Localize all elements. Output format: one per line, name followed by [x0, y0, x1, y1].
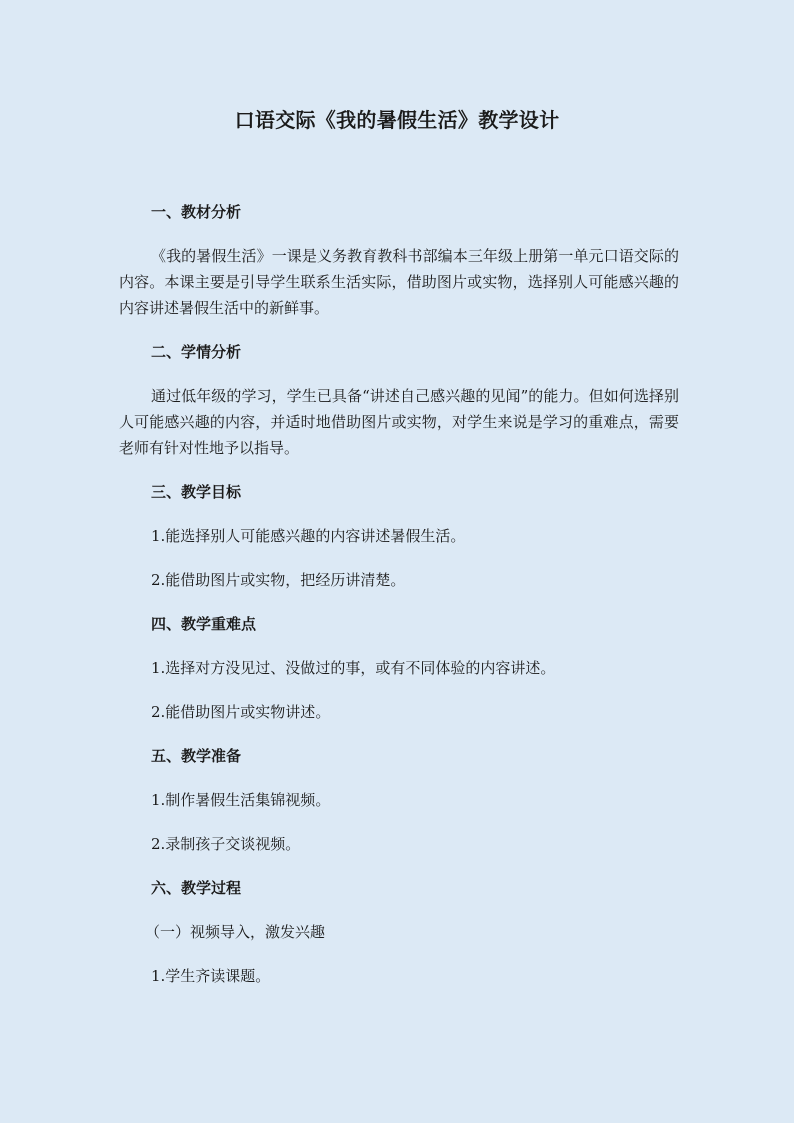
list-item: 2.能借助图片或实物，把经历讲清楚。 [151, 571, 406, 589]
paragraph-textbook-analysis: 《我的暑假生活》一课是义务教育教科书部编本三年级上册第一单元口语交际的内容。本课主要是引导学生联系生活实际，借助图片或实物，选择别人可能感兴趣的内容讲述暑假生活中的新鲜事。 [119, 247, 679, 317]
section-heading-student-analysis: 二、学情分析 [151, 343, 242, 361]
section-heading-preparation: 五、教学准备 [151, 747, 242, 765]
list-item: 1.能选择别人可能感兴趣的内容讲述暑假生活。 [151, 527, 466, 545]
list-item: 2.能借助图片或实物讲述。 [151, 703, 331, 721]
list-item: 1.选择对方没见过、没做过的事，或有不同体验的内容讲述。 [151, 659, 556, 677]
section-heading-teaching-process: 六、教学过程 [151, 879, 242, 897]
subsection-heading: （一）视频导入，激发兴趣 [145, 923, 326, 941]
section-heading-teaching-goals: 三、教学目标 [151, 483, 242, 501]
document-body [119, 199, 679, 1007]
list-item: 2.录制孩子交谈视频。 [151, 835, 301, 853]
section-heading-textbook-analysis: 一、教材分析 [151, 203, 242, 221]
list-item: 1.学生齐读课题。 [151, 967, 271, 985]
section-heading-key-points: 四、教学重难点 [151, 615, 257, 633]
paragraph-student-analysis: 通过低年级的学习，学生已具备“讲述自己感兴趣的见闻”的能力。但如何选择别人可能感兴趣的内容，并适时地借助图片或实物，对学生来说是学习的重难点，需要老师有针对性地予以指导。 [119, 387, 679, 457]
document-title: 口语交际《我的暑假生活》教学设计 [234, 108, 560, 132]
list-item: 1.制作暑假生活集锦视频。 [151, 791, 331, 809]
